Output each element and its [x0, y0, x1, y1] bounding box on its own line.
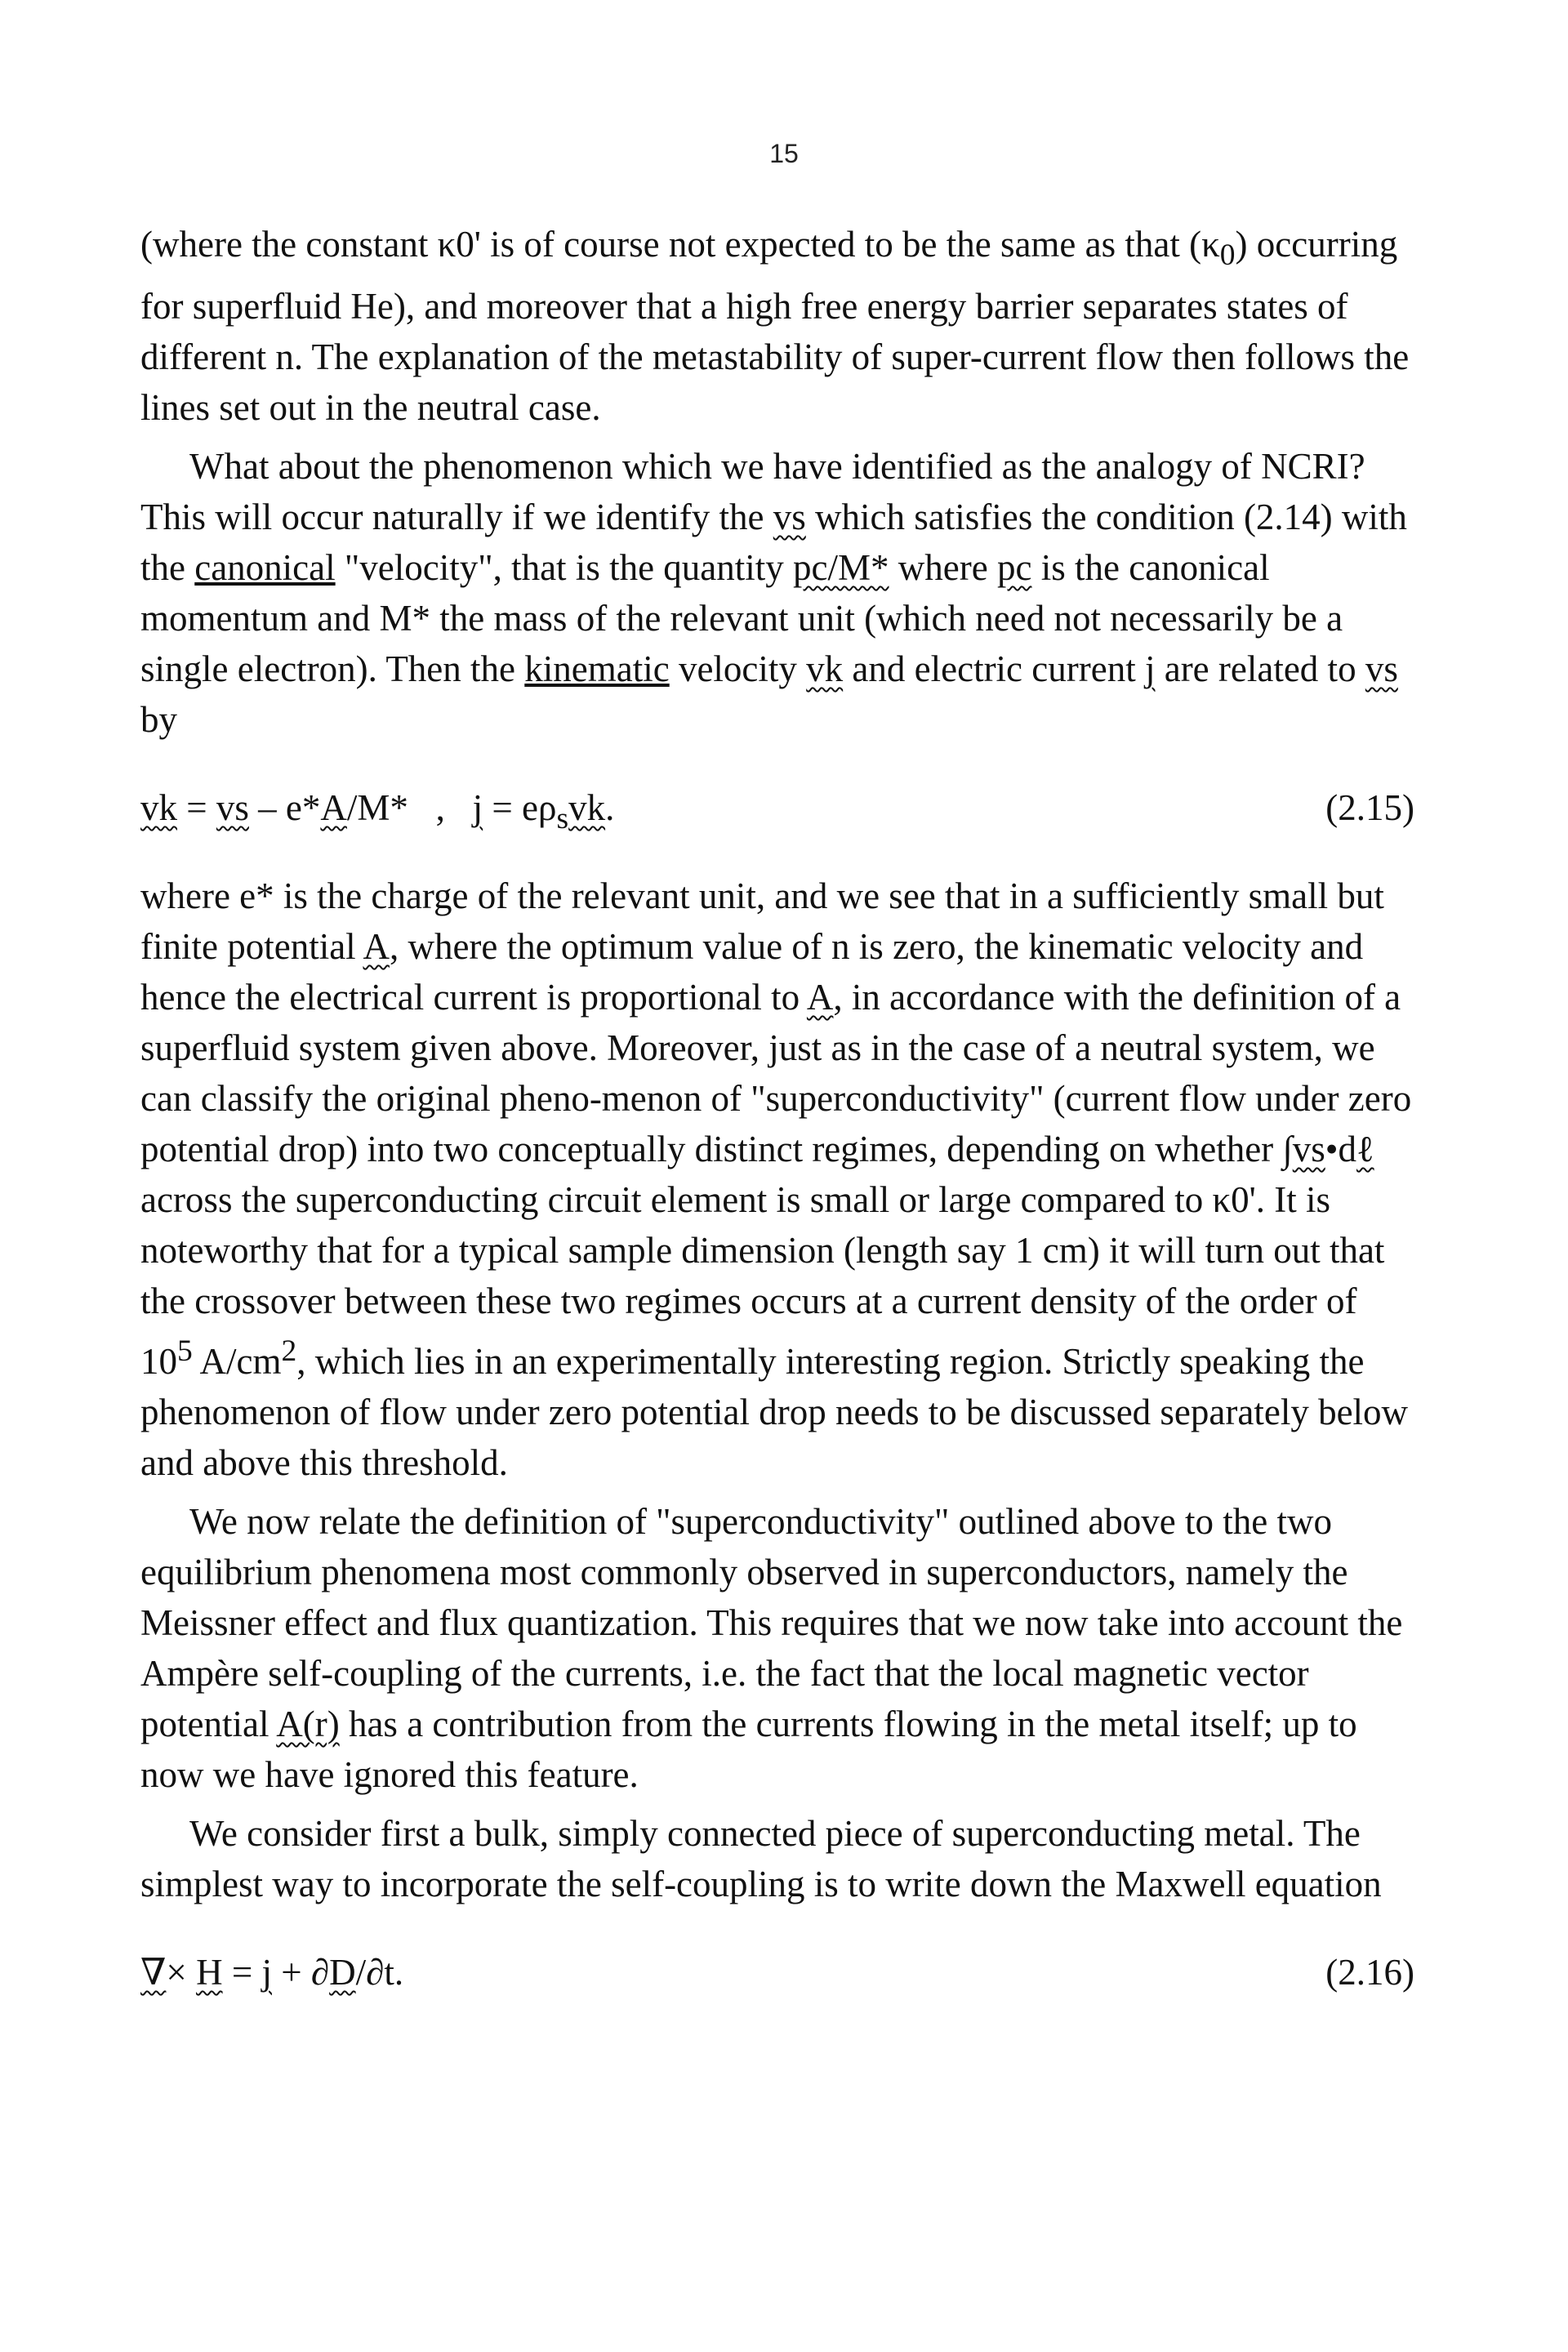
text-run: , which lies in an experimentally interesting region. Strictly speaking the phenomenon of flow under zero potential drop needs to be discussed separately below and above this threshold. [140, 1341, 1409, 1483]
vector-vk: vk [568, 787, 606, 828]
text-run: are related to [1155, 648, 1365, 689]
vector-a: A [320, 787, 347, 828]
text-run: has a contribution from the currents flowing in the metal itself; up to now we have ignored this feature. [140, 1704, 1357, 1795]
text-run: . It is noteworthy that for a typical sample dimension (length say 1 cm) it will turn out that the crossover between these two regimes occurs at a current density of the order of 10 [140, 1179, 1385, 1382]
text-run: across the superconducting circuit element is small or large compared to [140, 1179, 1213, 1220]
eq-run: = [177, 787, 216, 828]
vector-a: A [363, 926, 390, 967]
paragraph-5: We consider first a bulk, simply connected piece of superconducting metal. The simplest way to incorporate the self-coupling is to write down the Maxwell equation [140, 1813, 1382, 1904]
eq-run: = eρ [483, 787, 557, 828]
eq-run: × [166, 1952, 197, 1993]
paragraph-2 [140, 441, 1414, 745]
underlined-canonical: canonical [194, 547, 336, 588]
kappa-zero-prime-symbol: κ0' [437, 224, 481, 265]
vector-d: D [329, 1952, 356, 1993]
equation-body [140, 1947, 403, 1998]
eq-run: = [222, 1952, 262, 1993]
eq-run: . [605, 787, 615, 828]
paragraph-3 [140, 871, 1414, 1488]
body-text [140, 219, 1414, 2035]
text-run: where [889, 547, 997, 588]
equation-number: (2.15) [1325, 787, 1414, 828]
superscript: 2 [281, 1334, 297, 1368]
vector-vs: vs [773, 497, 806, 537]
kappa-zero-prime-symbol: κ0' [1212, 1179, 1256, 1220]
text-run: •d [1325, 1129, 1357, 1169]
text-run: , in accordance with the definition of a superfluid system given above. Moreover, just as in the case of a neutral system, we can classify the original pheno-menon of "superconductivity" (current flow under zero potential drop) into two conceptually distinct regimes, depending on whether [140, 977, 1412, 1169]
text-run: ) occurring for superfluid He), and moreover that a high free energy barrier separates states of different n. The explanation of the metastability of super-current flow then follows the lines set out in the neutral case. [140, 224, 1410, 428]
page-number: 15 [769, 139, 799, 168]
vector-vs: vs [1292, 1129, 1325, 1169]
text-run: and electric current [843, 648, 1145, 689]
vector-vk: vk [140, 787, 177, 828]
vector-a: A [806, 977, 834, 1018]
text-run: is the canonical momentum and M* the mass of the relevant unit (which need not necessarily be a single electron). Then the [140, 547, 1343, 689]
subscript: s [556, 802, 569, 835]
text-run: (where the constant [140, 224, 438, 265]
superscript: 5 [177, 1334, 193, 1368]
vector-pc: pc [996, 547, 1032, 588]
text-run: is of course not expected to be the same as that (κ [480, 224, 1220, 265]
eq-run: /∂t. [355, 1952, 404, 1993]
equation-number: (2.16) [1325, 1952, 1414, 1993]
paragraph-4 [140, 1496, 1414, 1800]
text-run: "velocity", that is the quantity [335, 547, 794, 588]
vector-j: j [472, 787, 483, 828]
equation-2-16 [140, 1947, 1414, 1998]
vector-ell: ℓ [1356, 1129, 1374, 1169]
integral-symbol: ∫ [1282, 1129, 1293, 1169]
vector-j: j [1144, 648, 1156, 689]
eq-run: /M* , [346, 787, 473, 828]
text-run: which satisfies the condition (2.14) with the [140, 497, 1407, 588]
equation-2-15 [140, 782, 1414, 833]
underlined-kinematic: kinematic [524, 648, 670, 689]
nabla-symbol: ∇ [140, 1952, 167, 1993]
text-run: velocity [669, 648, 807, 689]
vector-j: j [261, 1952, 272, 1993]
eq-run: + ∂ [271, 1952, 330, 1993]
vector-vs: vs [1365, 648, 1398, 689]
vector-pc-over-m: pc/M* [793, 547, 889, 588]
equation-body [140, 782, 614, 844]
text-run: where e* is the charge of the relevant unit, and we see that in a sufficiently small but finite potential [140, 875, 1384, 967]
vector-vs: vs [216, 787, 249, 828]
text-run: A/cm [192, 1341, 282, 1382]
vector-vk: vk [806, 648, 844, 689]
eq-run: – e* [248, 787, 321, 828]
text-run: , where the optimum value of n is zero, the kinematic velocity and hence the electrical current is proportional to [140, 926, 1364, 1018]
subscript: 0 [1219, 238, 1236, 272]
text-run: What about the phenomenon which we have identified as the analogy of NCRI? This will occur naturally if we identify the [140, 446, 1365, 537]
vector-h: H [196, 1952, 223, 1993]
vector-a-of-r: A(r) [276, 1704, 340, 1744]
text-run: by [140, 699, 177, 740]
text-run: We now relate the definition of "superconductivity" outlined above to the two equilibrium phenomena most commonly observed in superconductors, namely the Meissner effect and flux quantization. This requires that we now take into account the Ampère self-coupling of the currents, i.e. the fact that the local magnetic vector potential [140, 1501, 1403, 1744]
paragraph-1 [140, 219, 1414, 433]
